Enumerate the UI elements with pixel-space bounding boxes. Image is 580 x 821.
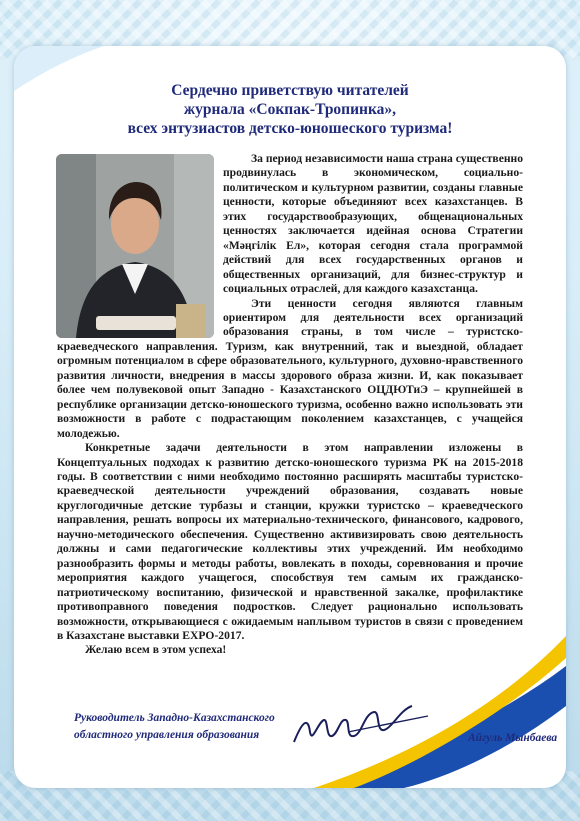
- paragraph-2: Эти ценности сегодня являются главным ориентиром для деятельности всех организаций образования страны, в том числе – туристско-краеведческого направления. Туризм, как внутренний, так и выездной, обладает огромным потенциалом в сфере образовательного, культурного, духовно-нравственного развития личности, внедрения в массы здорового образа жизни. И, как показывает более чем полувековой опыт Западно - Казахстанского ОЦДЮТиЭ – крупнейшей в республике организации детско-юношеского туризма, особенно важно использовать эти возможности в работе с подрастающим поколением казахстанцев, с учащейся молодежью.: [57, 296, 523, 440]
- closing-line: Желаю всем в этом успеха!: [85, 643, 227, 657]
- heading-line-3: всех энтузиастов детско-юношеского туризма!: [127, 120, 453, 137]
- heading-line-2: журнала «Сокпак-Тропинка»,: [183, 101, 397, 118]
- photo-text-wrap-spacer: [57, 152, 223, 336]
- handwritten-signature: [288, 702, 438, 750]
- letter-card: [14, 46, 566, 788]
- signature-title-line-1: Руководитель Западно-Казахстанского: [74, 712, 275, 724]
- letter-heading: [40, 81, 540, 138]
- paragraph-1: За период независимости наша страна существенно продвинулась в экономическом, социально-политическом и культурном развитии, созданы главные ценности, которые объединяют всех казахстанцев. В этих государствообразующих, общенациональных ценностях заключается идейная основа Стратегии «Мәңгілік Ел», которая сегодня стала программой действий для всех государственных органов и общественных организаций, для бизнес-структур и социальных отраслей, для каждого казахстанца.: [223, 152, 523, 296]
- paragraph-3: Конкретные задачи деятельности в этом направлении изложены в Концептуальных подходах к развитию детско-юношеского туризма РК на 2015-2018 годы. В соответствии с ними необходимо постоянно расширять масштабы туристско-краеведческой деятельности учреждений образования, создавать новые круглогодичные детские турбазы и станции, кружки туристско – краеведческого направления, решать вопросы их материально-технического, финансового, кадрового, научно-методического обеспечения. Существенно активизировать свою деятельность должны и сами педагогические коллективы этих учреждений. Им необходимо разнообразить формы и методы работы, вовлекать в походы, соревнования и прочие мероприятия каждого учащегося, способствуя тем самым их гражданско-патриотическому воспитанию, физической и нравственной закалке, профилактике противоправного поведения подростков. Следует рационально использовать возможности, открывающиеся с ожидаемым наплывом туристов в связи с проведением в Казахстане выставки EXPO-2017.: [57, 441, 523, 642]
- heading-line-1: Сердечно приветствую читателей: [171, 82, 409, 99]
- signature-title: [74, 710, 275, 744]
- signatory-name: Айгуль Мынбаева: [468, 732, 558, 744]
- signature-block: [74, 710, 558, 750]
- letter-body: [57, 152, 523, 658]
- signature-title-line-2: областного управления образования: [74, 729, 260, 741]
